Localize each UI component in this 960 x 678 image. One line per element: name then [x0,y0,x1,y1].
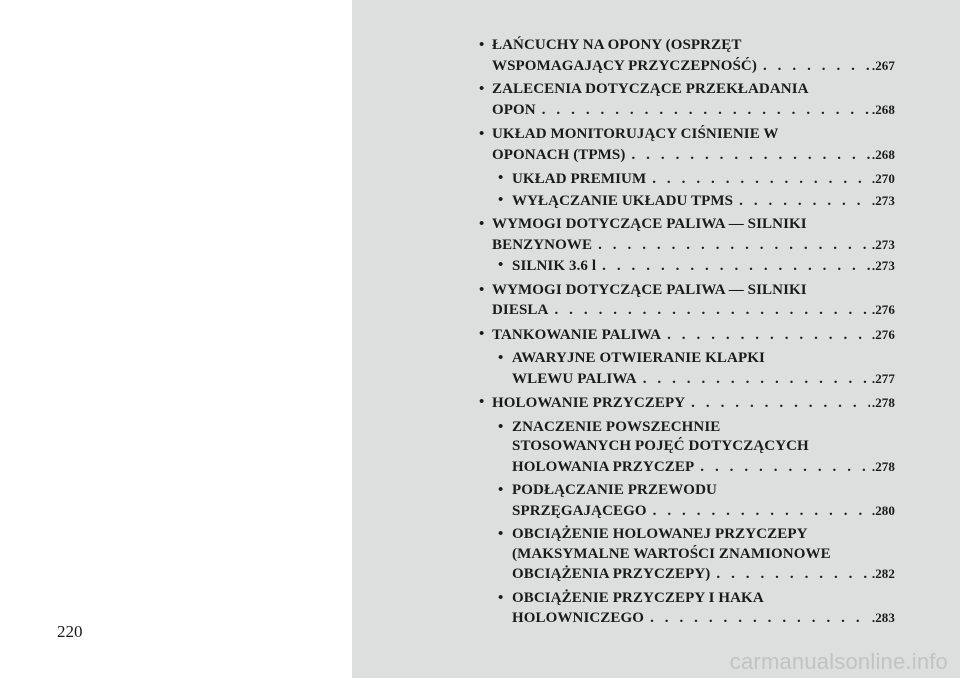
dot-leader [548,301,869,321]
toc-entry-title-line: OPON [492,101,536,118]
dot-leader [536,101,870,121]
dot-leader [757,57,870,77]
toc-entry[interactable] [479,418,895,477]
toc-entry-title-line: ŁAŃCUCHY NA OPONY (OSPRZĘT [492,37,742,53]
bullet-icon: • [479,325,485,342]
toc-page-number: .273 [871,258,895,273]
toc-entry-title-line: DIESLA [492,302,549,318]
toc-page-number: .273 [871,192,895,208]
bullet-icon: • [479,216,485,232]
toc-entry-last-line [512,564,895,584]
bullet-icon: • [498,170,504,186]
toc-entry[interactable] [479,125,895,164]
toc-entry[interactable] [479,169,895,189]
toc-entry[interactable] [479,481,895,520]
right-page [352,0,960,678]
bullet-icon: • [479,126,485,142]
toc-page-number: .280 [871,502,895,518]
bullet-icon: • [498,589,504,606]
toc-entry-title-line: OBCIĄŻENIA PRZYCZEPY) [512,566,711,582]
toc-entry-title-line: TANKOWANIE PALIWA [492,326,662,343]
toc-entry-title-line: HOLOWANIE PRZYCZEPY [492,395,686,411]
toc-entry-last-line [512,457,895,477]
toc-entry[interactable] [479,256,895,276]
toc-entry-last-line [492,325,895,345]
toc-entry-title-line: SILNIK 3.6 l [512,258,597,274]
toc-page-number: .273 [871,236,895,252]
toc-entry-last-line [492,56,895,76]
toc-entry-title-line: AWARYJNE OTWIERANIE KLAPKI [512,350,765,366]
toc-entry-last-line [512,608,895,628]
toc-entry[interactable] [479,525,895,584]
toc-page-number: .267 [871,57,895,73]
toc-entry-title-line: (MAKSYMALNE WARTOŚCI ZNAMIONOWE [512,545,831,562]
toc-entry[interactable] [479,215,895,254]
toc-entry-title-line: SPRZĘGAJĄCEGO [512,502,647,519]
toc-entry-title-line: OBCIĄŻENIE PRZYCZEPY I HAKA [512,589,764,606]
toc-entry-title-line: WYMOGI DOTYCZĄCE PALIWA — SILNIKI [492,216,807,232]
toc-page-number: .282 [871,566,895,581]
bullet-icon: • [498,257,504,273]
toc-entry[interactable] [479,281,895,320]
toc-entry-title-line: HOLOWANIA PRZYCZEP [512,458,695,475]
toc-entry-last-line [492,300,895,320]
page-number: 220 [57,622,83,641]
toc-page-number: .276 [871,326,895,342]
toc-entry-title-line: STOSOWANYCH POJĘĆ DOTYCZĄCYCH [512,438,809,454]
toc-page-number: .276 [871,302,895,317]
toc-entry[interactable] [479,589,895,628]
dot-leader [733,192,870,212]
bullet-icon: • [498,350,504,366]
toc-page-number: .277 [871,370,895,386]
table-of-contents [479,36,895,628]
toc-entry-title-line: WYMOGI DOTYCZĄCE PALIWA — SILNIKI [492,281,807,298]
toc-entry-title-line: WSPOMAGAJĄCY PRZYCZEPNOŚĆ) [492,57,757,74]
toc-entry-title-line: ZNACZENIE POWSZECHNIE [512,418,721,435]
toc-entry-title-line: ZALECENIA DOTYCZĄCE PRZEKŁADANIA [492,81,809,97]
dot-leader [710,565,869,585]
toc-entry-title-line: OPONACH (TPMS) [492,146,626,163]
toc-entry[interactable] [479,191,895,211]
left-page [0,0,352,678]
toc-page-number: .268 [871,101,895,117]
dot-leader [685,394,870,414]
toc-page-number: .278 [871,395,895,410]
toc-entry-title-line: UKŁAD MONITORUJĄCY CIŚNIENIE W [492,126,779,142]
toc-entry-last-line [512,256,895,276]
toc-entry[interactable] [479,393,895,413]
toc-entry-last-line [492,100,895,120]
dot-leader [592,236,870,256]
dot-leader [647,502,870,522]
toc-entry-last-line [492,145,895,165]
toc-entry-last-line [512,501,895,521]
toc-entry-last-line [492,235,895,255]
bullet-icon: • [479,37,485,53]
toc-entry[interactable] [479,80,895,119]
bullet-icon: • [498,526,504,542]
toc-entry-title-line: WYŁĄCZANIE UKŁADU TPMS [512,192,734,209]
bullet-icon: • [479,281,485,298]
watermark: carmanualsonline.info [729,649,948,674]
dot-leader [661,326,870,346]
toc-entry-title-line: WLEWU PALIWA [512,370,637,387]
bullet-icon: • [498,418,504,435]
toc-entry-last-line [512,191,895,211]
toc-entry[interactable] [479,325,895,345]
dot-leader [625,146,869,166]
bullet-icon: • [498,191,504,208]
bullet-icon: • [479,81,485,97]
toc-page-number: .283 [871,610,895,625]
toc-entry-title-line: HOLOWNICZEGO [512,610,645,626]
toc-entry[interactable] [479,349,895,388]
bullet-icon: • [479,394,485,410]
toc-entry-title-line: OBCIĄŻENIE HOLOWANEJ PRZYCZEPY [512,526,808,542]
toc-entry-last-line [512,369,895,389]
toc-entry[interactable] [479,36,895,75]
toc-entry-title-line: PODŁĄCZANIE PRZEWODU [512,482,717,498]
toc-entry-last-line [492,393,895,413]
toc-entry-title-line: BENZYNOWE [492,236,593,253]
toc-page-number: .278 [871,458,895,474]
dot-leader [637,370,870,390]
toc-page-number: .270 [871,171,895,186]
dot-leader [596,257,870,277]
dot-leader [694,458,870,478]
toc-entry-title-line: UKŁAD PREMIUM [512,171,647,187]
dot-leader [646,170,870,190]
toc-entry-last-line [512,169,895,189]
dot-leader [644,609,870,629]
toc-page-number: .268 [871,146,895,162]
bullet-icon: • [498,482,504,498]
